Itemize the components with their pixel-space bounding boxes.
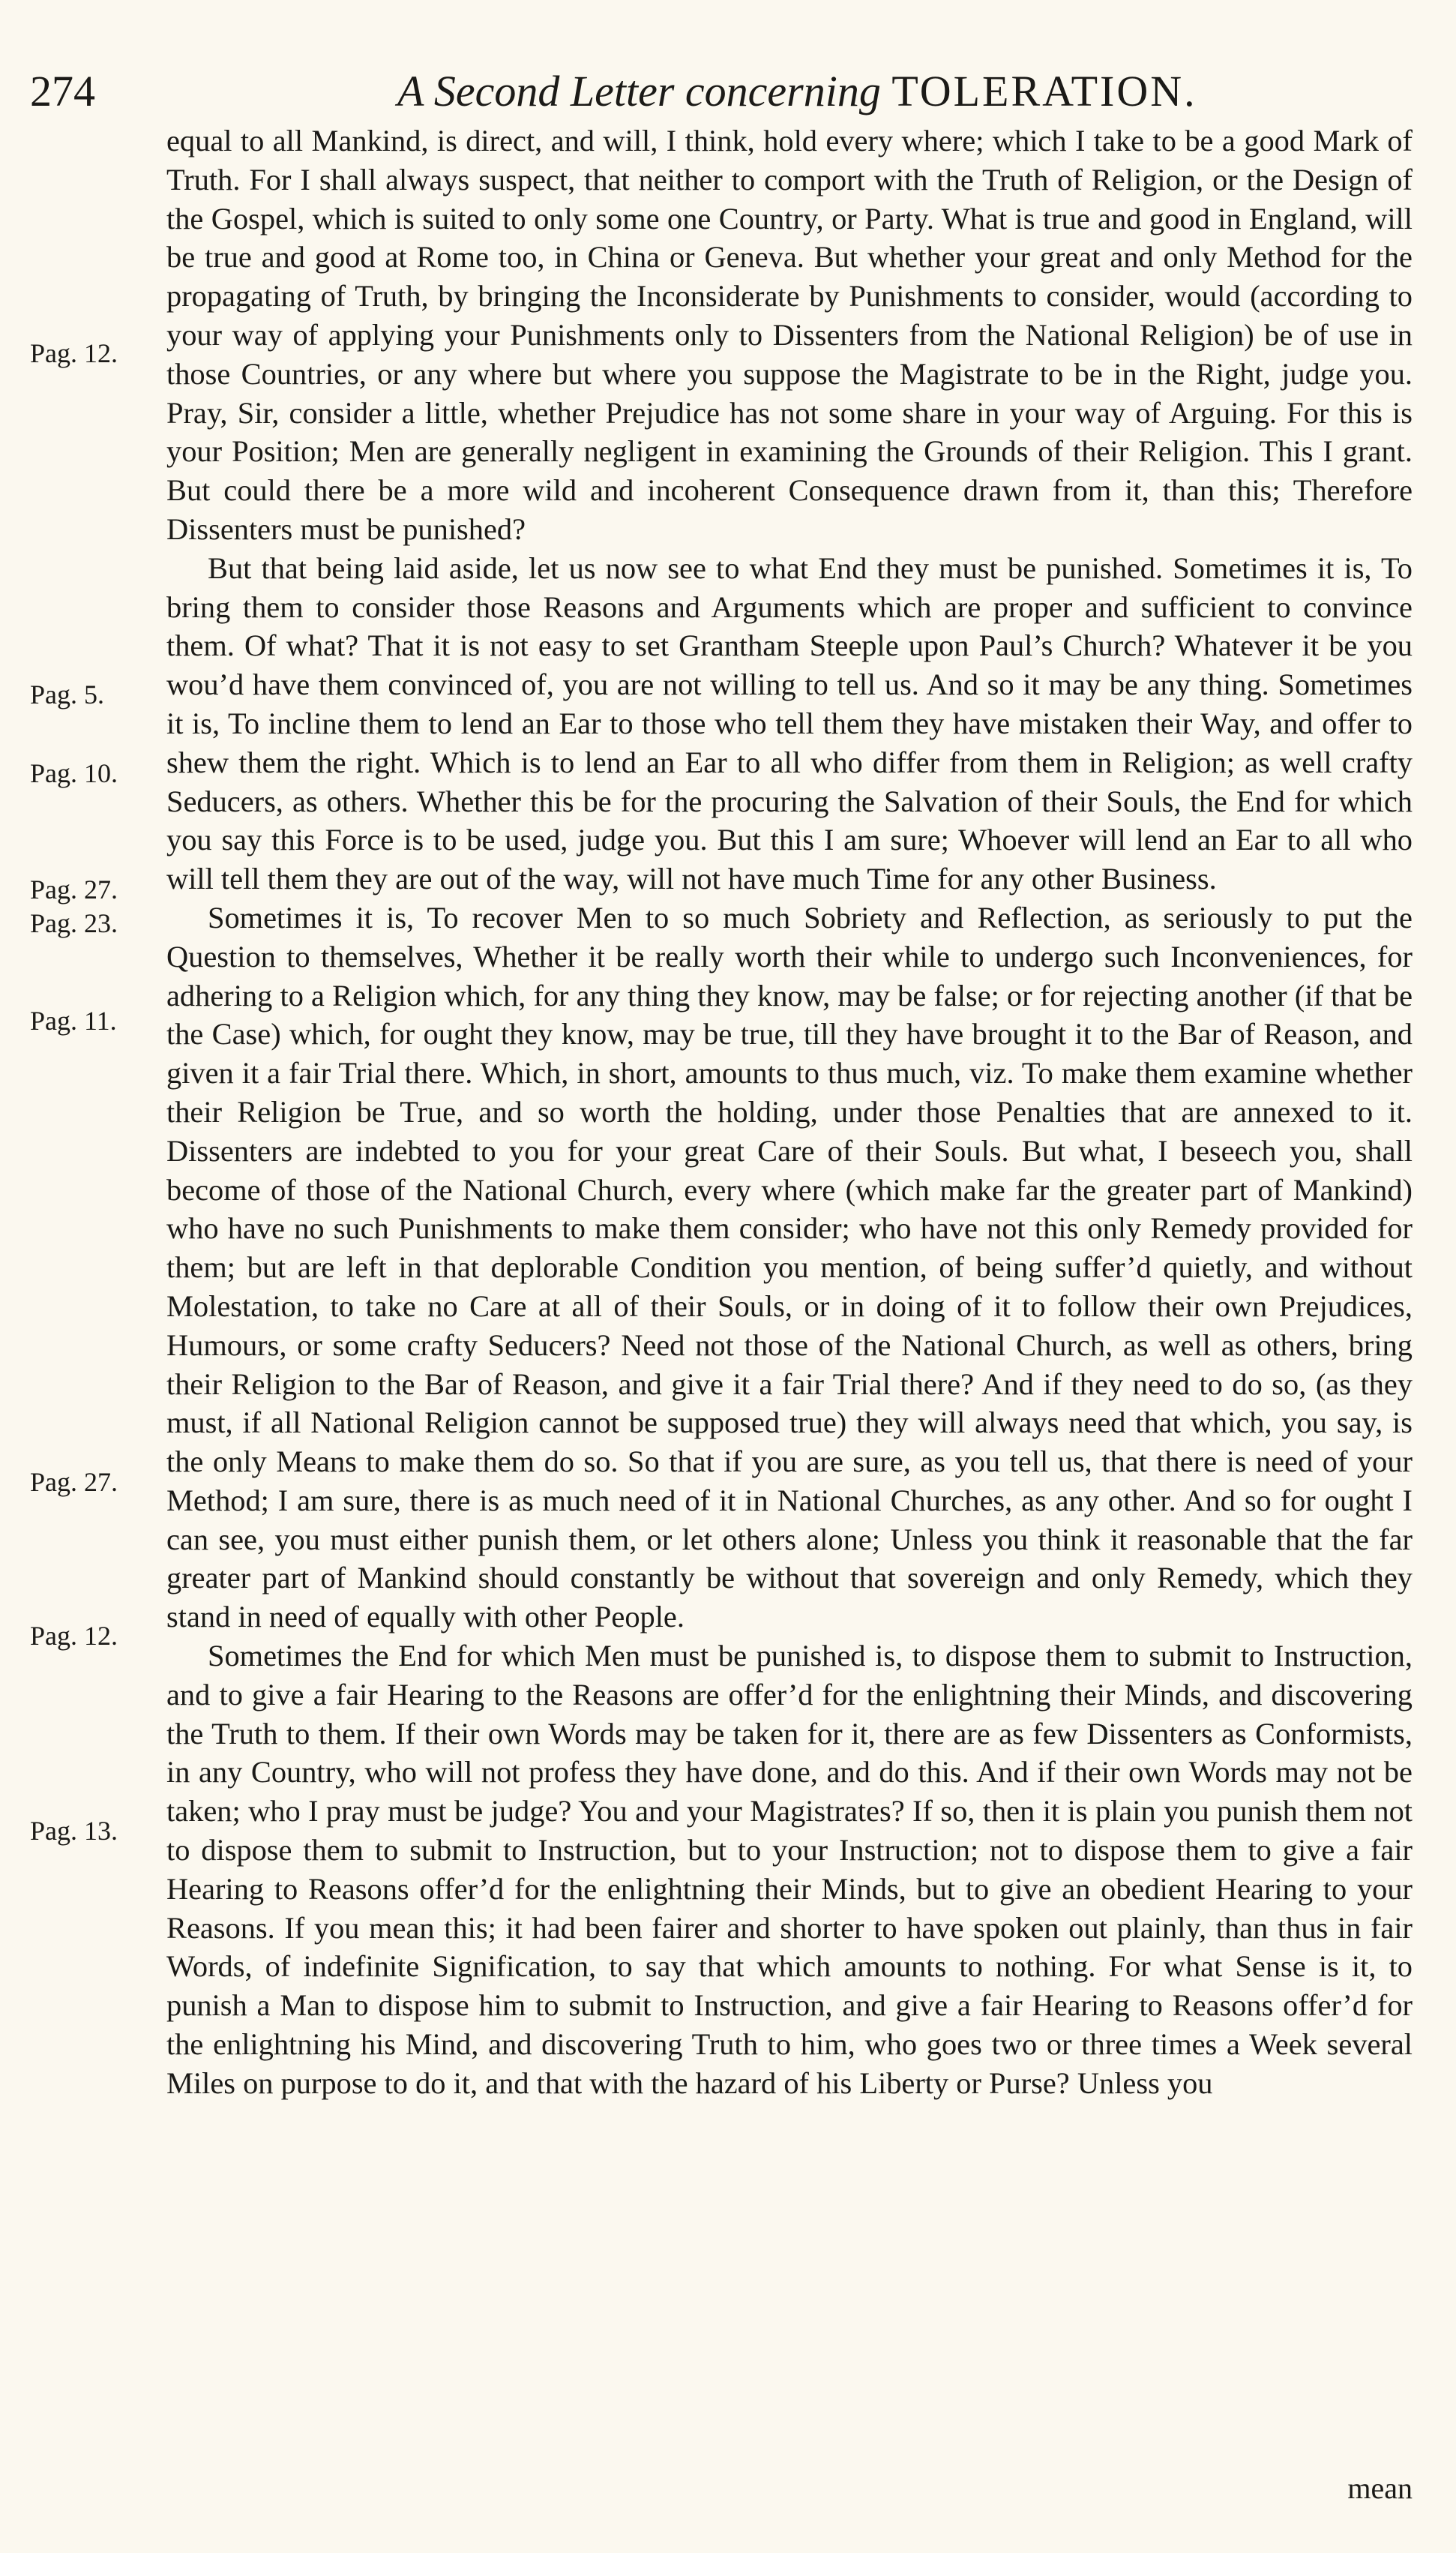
margin-note: Pag. 13. [30, 1816, 118, 1846]
paragraph: Sometimes it is, To recover Men to so much Sobriety and Reflection, as seriously to put the Question to themselves, Whether it be really worth their while to undergo such Inconveniences, for adhering to a Religion which, for any thing they know, may be false; or for rejecting another (if that be the Case) which, for ought they know, may be true, till they have brought it to the Bar of Reason, and given it a fair Trial there. Which, in short, amounts to thus much, viz. To make them examine whether their Religion be True, and so worth the holding, under those Penalties that are annexed to it. Dissenters are indebted to you for your great Care of their Souls. But what, I beseech you, shall become of those of the National Church, every where (which make far the greater part of Mankind) who have no such Punishments to make them consider; who have not this only Remedy provided for them; but are left in that deplorable Condition you mention, of being suffer’d quietly, and without Molestation, to take no Care at all of their Souls, or in doing of it to follow their own Prejudices, Humours, or some crafty Seducers? Need not those of the National Church, as well as others, bring their Religion to the Bar of Reason, and give it a fair Trial there? And if they need to do so, (as they must, if all National Religion cannot be supposed true) they will always need that which, you say, is the only Means to make them do so. So that if you are sure, as you tell us, that there is need of your Method; I am sure, there is as much need of it in National Churches, as any other. And so for ought I can see, you must either punish them, or let others alone; Unless you think it reasonable that the far greater part of Mankind should constantly be without that sovereign and only Remedy, which they stand in need of equally with other People. [166, 900, 1413, 1634]
margin-note: Pag. 23. [30, 908, 118, 938]
margin-note: Pag. 12. [30, 338, 118, 368]
paragraph: equal to all Mankind, is direct, and will, I think, hold every where; which I take to be a good Mark of Truth. For I shall always suspect, that neither to comport with the Truth of Religion, or the Design of the Gospel, which is suited to only some one Country, or Party. What is true and good in England, will be true and good at Rome too, in China or Geneva. But whether your great and only Method for the propagating of Truth, by bringing the Inconsiderate by Punishments to consider, would (according to your way of applying your Punishments only to Dissenters from the National Religion) be of use in those Countries, or any where but where you suppose the Magistrate to be in the Right, judge you. Pray, Sir, consider a little, whether Prejudice has not some share in your way of Arguing. For this is your Position; Men are generally negligent in examining the Grounds of their Religion. This I grant. But could there be a more wild and incoherent Consequence drawn from it, than this; Therefore Dissenters must be punished? [166, 124, 1413, 546]
margin-note: Pag. 27. [30, 874, 118, 904]
margin-note: Pag. 5. [30, 680, 104, 710]
page-number: 274 [30, 67, 95, 116]
running-title-italic: A Second Letter concerning [397, 67, 881, 116]
margin-note: Pag. 27. [30, 1467, 118, 1497]
running-title-smallcaps: TOLERATION. [891, 67, 1197, 116]
running-title [397, 66, 1197, 116]
margin-note: Pag. 12. [30, 1621, 118, 1651]
main-text [166, 122, 1413, 2103]
margin-note: Pag. 11. [30, 1006, 117, 1036]
paragraph: Sometimes the End for which Men must be punished is, to dispose them to submit to Instruction, and to give a fair Hearing to the Reasons are offer’d for the enlightning their Minds, and discovering the Truth to them. If their own Words may be taken for it, there are as few Dissenters as Conformists, in any Country, who will not profess they have done, and do this. And if their own Words may not be taken; who I pray must be judge? You and your Magistrates? If so, then it is plain you punish them not to dispose them to submit to Instruction, but to your Instruction; not to dispose them to give a fair Hearing to Reasons offer’d for the enlightning their Minds, but to give an obedient Hearing to your Reasons. If you mean this; it had been fairer and shorter to have spoken out plainly, than thus in fair Words, of indefinite Signification, to say that which amounts to nothing. For what Sense is it, to punish a Man to dispose him to submit to Instruction, and give a fair Hearing to Reasons offer’d for the enlightning his Mind, and discovering Truth to him, who goes two or three times a Week several Miles on purpose to do it, and that with the hazard of his Liberty or Purse? Unless you [166, 1639, 1413, 2100]
paragraph: But that being laid aside, let us now see to what End they must be punished. Sometimes it is, To bring them to consider those Reasons and Arguments which are proper and sufficient to convince them. Of what? That it is not easy to set Grantham Steeple upon Paul’s Church? Whatever it be you wou’d have them convinced of, you are not willing to tell us. And so it may be any thing. Sometimes it is, To incline them to lend an Ear to those who tell them they have mistaken their Way, and offer to shew them the right. Which is to lend an Ear to all who differ from them in Religion; as well crafty Seducers, as others. Whether this be for the procuring the Salvation of their Souls, the End for which you say this Force is to be used, judge you. But this I am sure; Whoever will lend an Ear to all who will tell them they are out of the way, will not have much Time for any other Business. [166, 550, 1413, 896]
margin-note: Pag. 10. [30, 758, 118, 788]
catchword: mean [1347, 2471, 1413, 2505]
